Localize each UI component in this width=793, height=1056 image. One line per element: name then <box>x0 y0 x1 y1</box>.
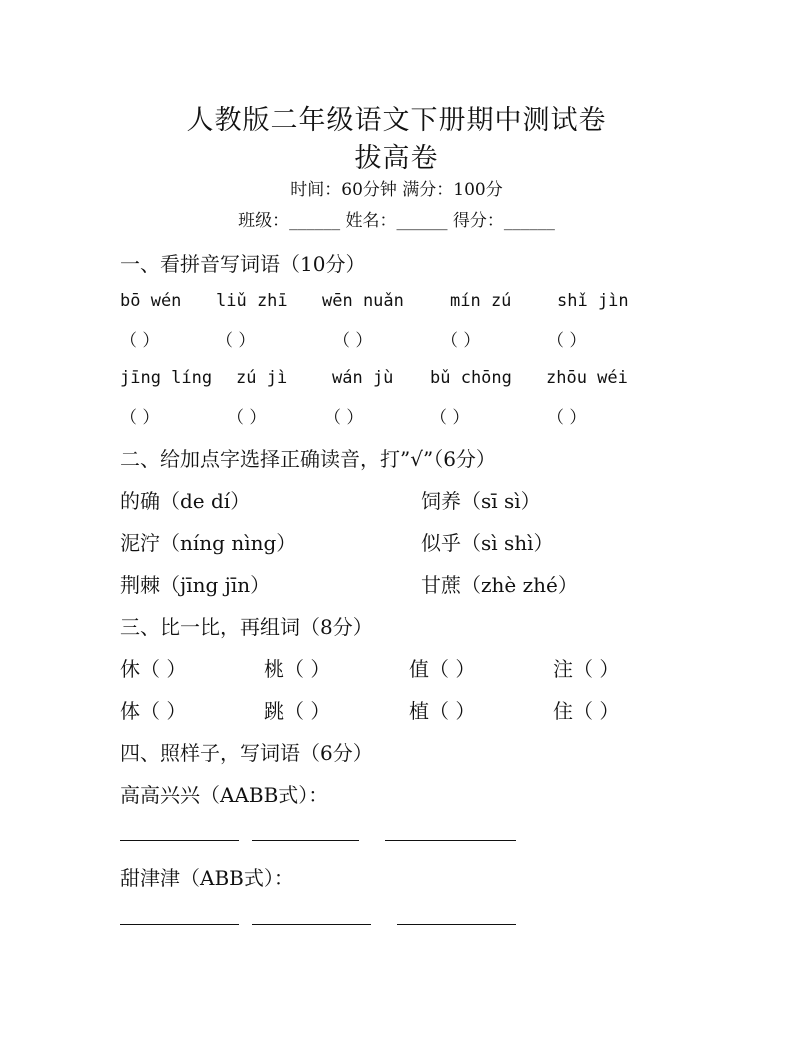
reading-item-3[interactable]: 泥泞（níng nìng） <box>120 531 297 555</box>
reading-item-2[interactable]: 饲养（sī sì） <box>421 489 541 513</box>
section4-heading: 四、照样子，写词语（6分） <box>120 741 373 765</box>
compare-item-5[interactable]: 体（ ） <box>120 699 187 723</box>
pinyin-8: wán jù <box>332 368 394 388</box>
answer-line-6[interactable] <box>397 924 516 925</box>
pinyin-10: zhōu wéi <box>546 368 628 388</box>
answer-blank-5[interactable]: （ ） <box>547 331 587 351</box>
compare-item-2[interactable]: 桃（ ） <box>264 657 331 681</box>
answer-blank-3[interactable]: （ ） <box>333 331 373 351</box>
compare-item-4[interactable]: 注（ ） <box>553 657 620 681</box>
compare-item-6[interactable]: 跳（ ） <box>264 699 331 723</box>
compare-item-3[interactable]: 值（ ） <box>409 657 476 681</box>
pinyin-4: mín zú <box>450 291 512 311</box>
student-info-fields: 班级：______ 姓名：______ 得分：______ <box>238 211 555 231</box>
answer-blank-6[interactable]: （ ） <box>120 408 160 428</box>
section2-heading: 二、给加点字选择正确读音，打”√”（6分） <box>120 447 496 471</box>
answer-blank-9[interactable]: （ ） <box>430 408 470 428</box>
reading-item-1[interactable]: 的确（de dí） <box>120 489 251 513</box>
section3-heading: 三、比一比，再组词（8分） <box>120 615 373 639</box>
exam-title: 人教版二年级语文下册期中测试卷 <box>186 105 607 136</box>
answer-line-4[interactable] <box>120 924 239 925</box>
compare-item-7[interactable]: 植（ ） <box>409 699 476 723</box>
pinyin-2: liǔ zhī <box>216 291 288 311</box>
compare-item-1[interactable]: 休（ ） <box>120 657 187 681</box>
reading-item-4[interactable]: 似乎（sì shì） <box>421 531 554 555</box>
answer-line-1[interactable] <box>120 840 239 841</box>
compare-item-8[interactable]: 住（ ） <box>553 699 620 723</box>
answer-blank-4[interactable]: （ ） <box>441 331 481 351</box>
time-score-info: 时间：60分钟 满分：100分 <box>290 180 503 200</box>
exam-subtitle: 拔高卷 <box>354 143 439 174</box>
pinyin-1: bō wén <box>120 291 182 311</box>
answer-blank-1[interactable]: （ ） <box>120 331 160 351</box>
example-abb: 甜津津（ABB式）： <box>120 866 294 890</box>
example-aabb: 高高兴兴（AABB式）： <box>120 783 329 807</box>
answer-line-2[interactable] <box>252 840 359 841</box>
pinyin-7: zú jì <box>236 368 288 388</box>
answer-blank-7[interactable]: （ ） <box>227 408 267 428</box>
pinyin-5: shǐ jìn <box>557 291 629 311</box>
answer-line-5[interactable] <box>252 924 371 925</box>
answer-blank-2[interactable]: （ ） <box>216 331 256 351</box>
pinyin-3: wēn nuǎn <box>322 291 404 311</box>
answer-blank-10[interactable]: （ ） <box>547 408 587 428</box>
reading-item-6[interactable]: 甘蔗（zhè zhé） <box>421 573 578 597</box>
answer-line-3[interactable] <box>385 840 516 841</box>
answer-blank-8[interactable]: （ ） <box>324 408 364 428</box>
pinyin-9: bǔ chōng <box>430 368 512 388</box>
reading-item-5[interactable]: 荆棘（jīng jīn） <box>120 573 271 597</box>
pinyin-6: jīng líng <box>120 368 213 388</box>
section1-heading: 一、看拼音写词语（10分） <box>120 252 366 276</box>
